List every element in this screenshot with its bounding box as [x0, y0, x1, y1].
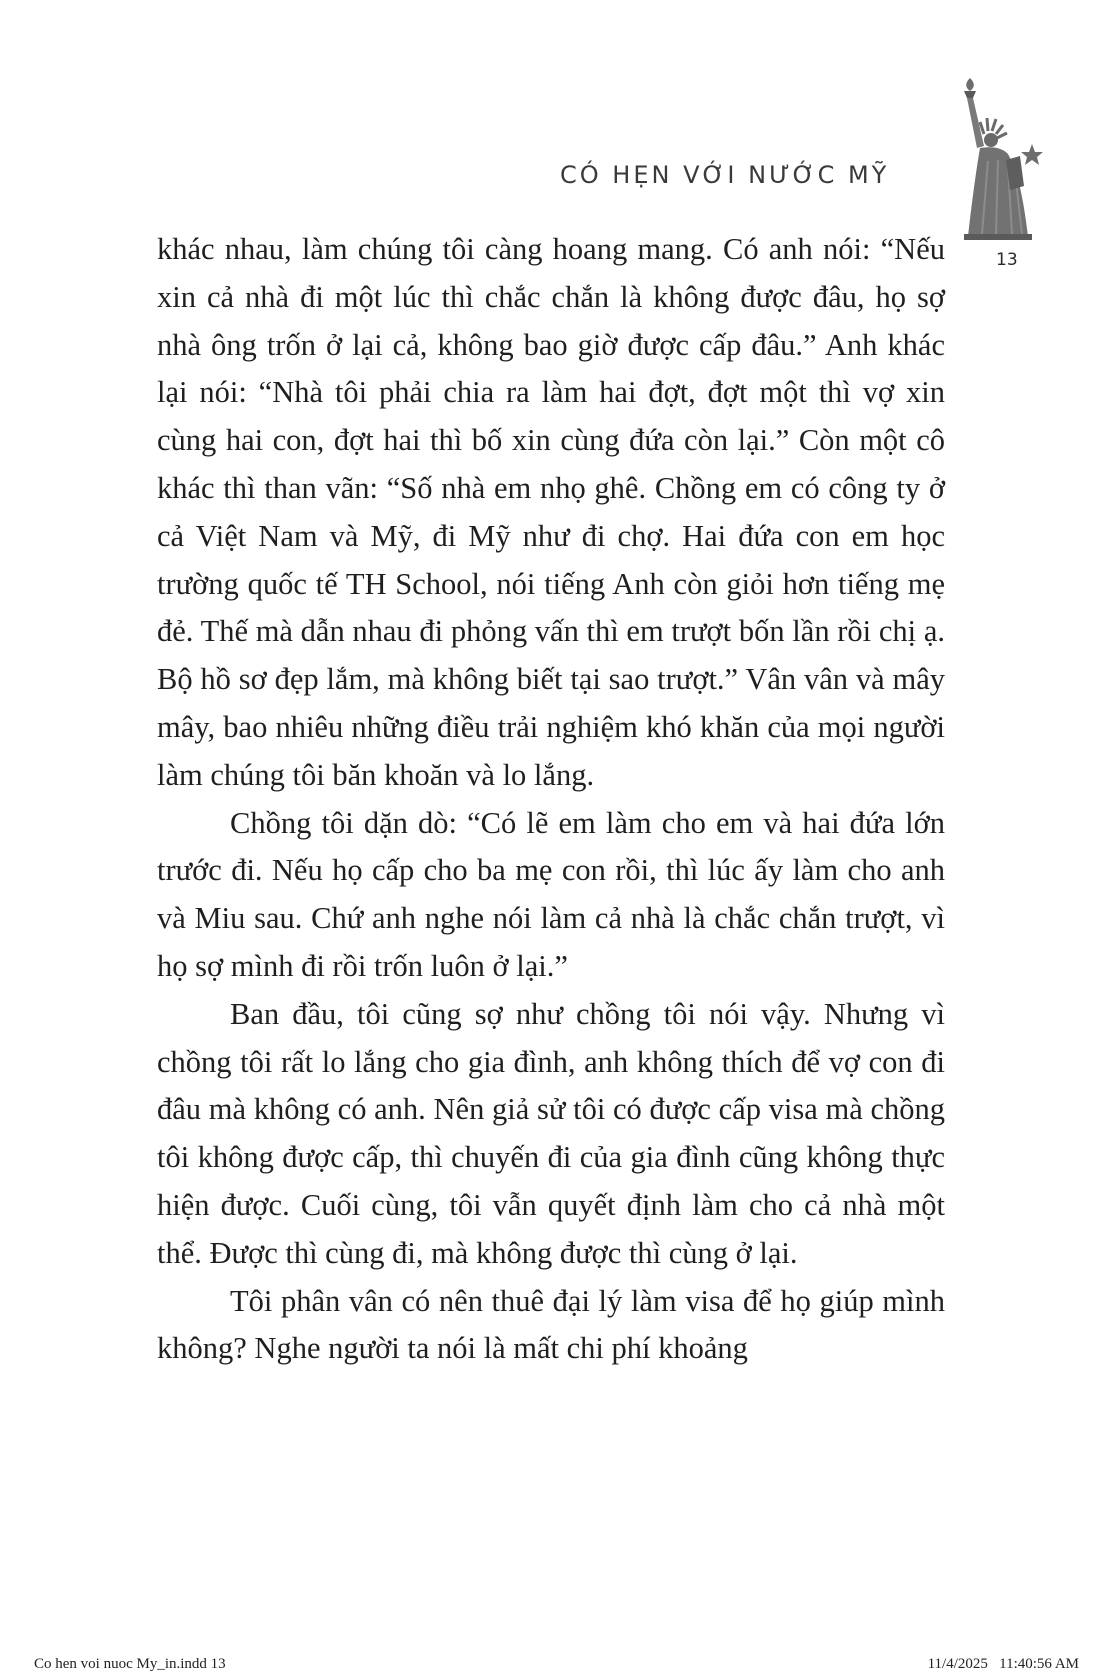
paragraph-3: Ban đầu, tôi cũng sợ như chồng tôi nói vậy. Nhưng vì chồng tôi rất lo lắng cho gia đình, anh không thích để vợ con đi đâu mà không có anh. Nên giả sử tôi có được cấp visa mà chồng tôi không được cấp, thì chuyến đi của gia đình cũng không thực hiện được. Cuối cùng, tôi vẫn quyết định làm cho cả nhà một thể. Được thì cùng đi, mà không được thì cùng ở lại. [157, 996, 945, 1270]
paragraph-2: Chồng tôi dặn dò: “Có lẽ em làm cho em và hai đứa lớn trước đi. Nếu họ cấp cho ba mẹ con rồi, thì lúc ấy làm cho anh và Miu sau. Chứ anh nghe nói làm cả nhà là chắc chắn trượt, vì họ sợ mình đi rồi trốn luôn ở lại.” [157, 805, 945, 983]
running-head: CÓ HẸN VỚI NƯỚC MỸ [560, 161, 890, 189]
body-text [157, 226, 945, 1373]
paragraph-4: Tôi phân vân có nên thuê đại lý làm visa để họ giúp mình không? Nghe người ta nói là mất chi phí khoảng [157, 1283, 945, 1366]
page-number: 13 [996, 250, 1018, 270]
footer-date-label: 11/4/2025 11:40:56 AM [927, 1656, 1079, 1672]
statue-of-liberty-icon [950, 76, 1050, 241]
footer-file-label: Co hen voi nuoc My_in.indd 13 [34, 1656, 226, 1672]
paragraph-1: khác nhau, làm chúng tôi càng hoang mang. Có anh nói: “Nếu xin cả nhà đi một lúc thì chắc chắn là không được đâu, họ sợ nhà ông trốn ở lại cả, không bao giờ được cấp đâu.” Anh khác lại nói: “Nhà tôi phải chia ra làm hai đợt, đợt một thì vợ xin cùng hai con, đợt hai thì bố xin cùng đứa còn lại.” Còn một cô khác thì than vãn: “Số nhà em nhọ ghê. Chồng em có công ty ở cả Việt Nam và Mỹ, đi Mỹ như đi chợ. Hai đứa con em học trường quốc tế TH School, nói tiếng Anh còn giỏi hơn tiếng mẹ đẻ. Thế mà dẫn nhau đi phỏng vấn thì em trượt bốn lần rồi chị ạ. Bộ hồ sơ đẹp lắm, mà không biết tại sao trượt.” Vân vân và mây mây, bao nhiêu những điều trải nghiệm khó khăn của mọi người làm chúng tôi băn khoăn và lo lắng. [157, 232, 945, 792]
